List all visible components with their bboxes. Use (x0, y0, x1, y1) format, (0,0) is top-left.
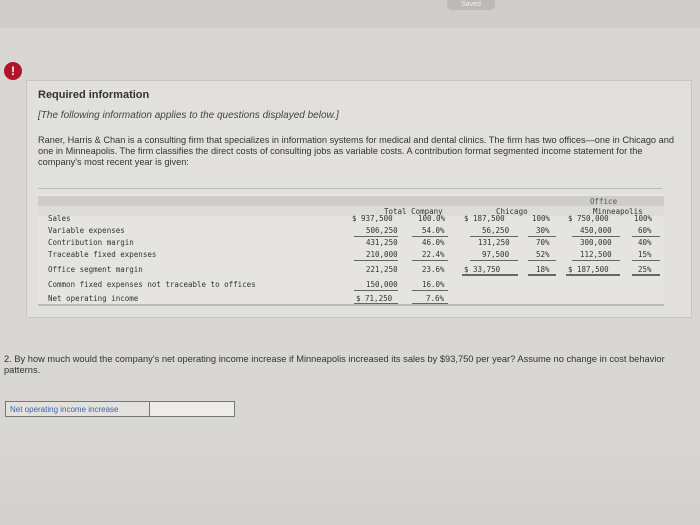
minneapolis-segment-margin-pct: 25% (638, 265, 652, 274)
background-area (0, 430, 700, 525)
total-traceable-pct: 22.4% (422, 250, 445, 259)
minneapolis-contribution: 300,000 (580, 238, 612, 247)
total-contribution-pct: 46.0% (422, 238, 445, 247)
col-minneapolis-header: Minneapolis (593, 207, 643, 216)
row-label-contribution: Contribution margin (48, 238, 134, 247)
question-text: 2. By how much would the company's net operating income increase if Minneapolis increased its sales by $93,750 per year? Assume no change in cost behavior patterns. (4, 354, 665, 375)
minneapolis-sales: $ 750,000 (568, 214, 609, 223)
total-common-fixed-pct: 16.0% (422, 280, 445, 289)
divider (38, 188, 662, 189)
alert-icon: ! (4, 62, 22, 80)
row-label-traceable: Traceable fixed expenses (48, 250, 157, 259)
total-noi: $ 71,250 (356, 294, 393, 303)
total-sales: $ 937,500 (352, 214, 393, 223)
net-operating-income-increase-input[interactable] (150, 401, 235, 417)
chicago-variable-pct: 30% (536, 226, 550, 235)
minneapolis-segment-margin: $ 187,500 (568, 265, 609, 274)
minneapolis-contribution-pct: 40% (638, 238, 652, 247)
minneapolis-variable-pct: 60% (638, 226, 652, 235)
chicago-traceable: 97,500 (482, 250, 510, 259)
chicago-traceable-pct: 52% (536, 250, 550, 259)
chicago-segment-margin: $ 33,750 (464, 265, 501, 274)
saved-indicator: Saved (447, 0, 495, 10)
row-label-common-fixed: Common fixed expenses not traceable to offices (48, 280, 256, 289)
top-bar (0, 0, 700, 28)
minneapolis-traceable: 112,500 (580, 250, 612, 259)
total-sales-pct: 100.0% (418, 214, 446, 223)
col-chicago-header: Chicago (496, 207, 528, 216)
chicago-sales: $ 187,500 (464, 214, 505, 223)
required-info-body: Raner, Harris & Chan is a consulting firm that specializes in information systems for medical and dental clinics. The firm has two offices—one in Chicago and one in Minneapolis. The firm classifies the direct costs of consulting jobs as variable costs. A contribution format segmented income statement for the company's most recent year is given: (38, 135, 674, 167)
chicago-contribution: 131,250 (478, 238, 510, 247)
minneapolis-traceable-pct: 15% (638, 250, 652, 259)
chicago-segment-margin-pct: 18% (536, 265, 550, 274)
row-label-segment-margin: Office segment margin (48, 265, 143, 274)
segmented-income-statement (38, 194, 664, 306)
total-variable-pct: 54.0% (422, 226, 445, 235)
answer-label: Net operating income increase (5, 401, 150, 417)
col-total-header: Total Company (384, 207, 443, 216)
total-traceable: 210,000 (366, 250, 398, 259)
total-common-fixed: 150,000 (366, 280, 398, 289)
answer-row (5, 401, 235, 419)
row-label-variable: Variable expenses (48, 226, 125, 235)
minneapolis-sales-pct: 100% (634, 214, 653, 223)
office-header: Office (590, 197, 618, 206)
required-info-subtitle: [The following information applies to the questions displayed below.] (38, 110, 339, 121)
total-contribution: 431,250 (366, 238, 398, 247)
chicago-contribution-pct: 70% (536, 238, 550, 247)
chicago-sales-pct: 100% (532, 214, 551, 223)
required-info-title: Required information (38, 89, 150, 101)
total-variable: 506,250 (366, 226, 398, 235)
minneapolis-variable: 450,000 (580, 226, 612, 235)
total-segment-margin-pct: 23.6% (422, 265, 445, 274)
row-label-noi: Net operating income (48, 294, 139, 303)
total-segment-margin: 221,250 (366, 265, 398, 274)
total-noi-pct: 7.6% (426, 294, 445, 303)
chicago-variable: 56,250 (482, 226, 510, 235)
row-label-sales: Sales (48, 214, 71, 223)
